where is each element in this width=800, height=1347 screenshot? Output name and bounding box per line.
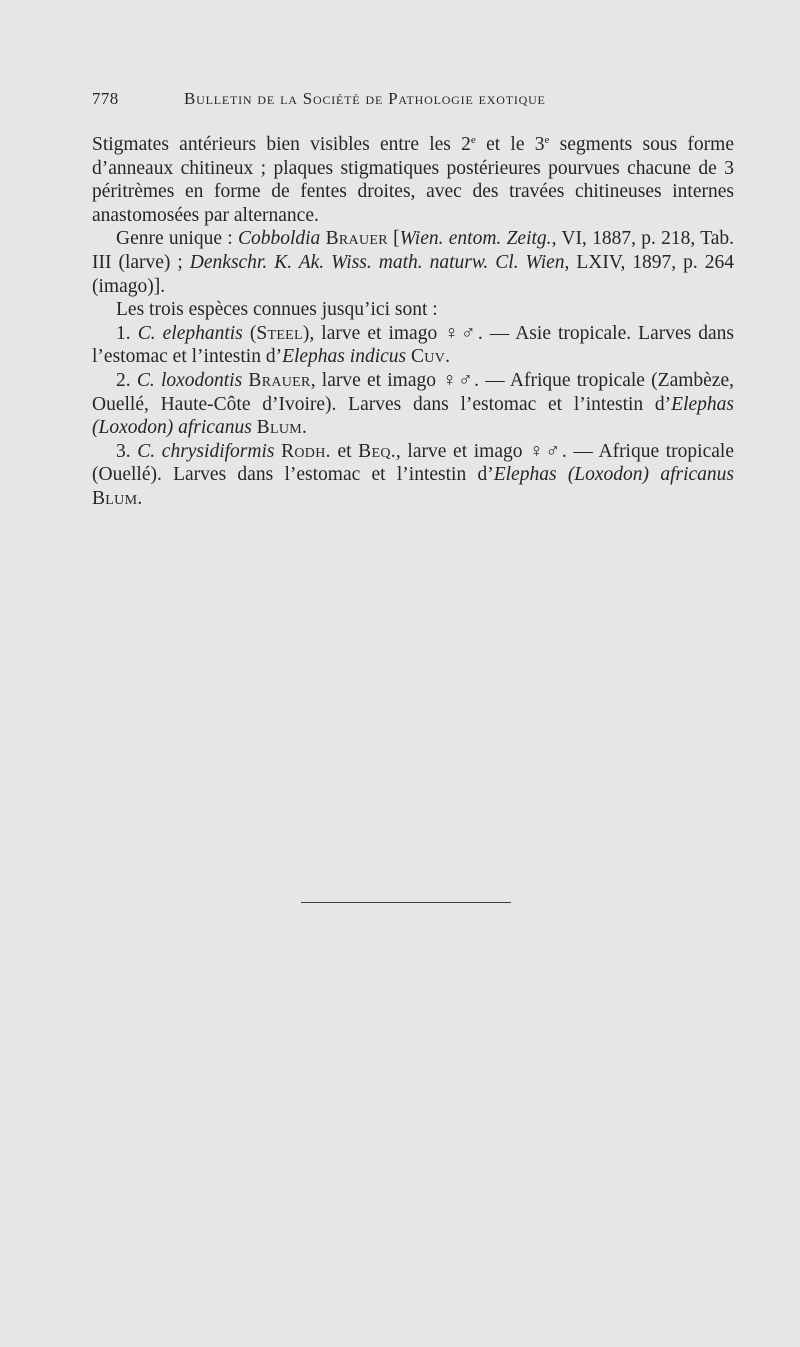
paragraph-genre: Genre unique : Cobboldia Brauer [Wien. entom. Zeitg., VI, 1887, p. 218, Tab. III (larve) ; Denkschr. K. Ak. Wiss. math. naturw. Cl. Wien, LXIV, 1897, p. 264 (imago)]. bbox=[92, 228, 735, 297]
species-loxodontis: 2. C. loxodontis Brauer, larve et imago ♀♂. — Afrique tropicale (Zambèze, Ouellé, Haute-Côte d’Ivoire). Larves dans l’estomac et l’intestin d’Elephas (Loxodon) africanus Blum. bbox=[92, 369, 734, 439]
body-text bbox=[92, 133, 734, 511]
reference-denkschr: Denkschr. K. Ak. Wiss. math. naturw. Cl. Wien bbox=[189, 251, 565, 273]
species-elephantis: 1. C. elephantis (Steel), larve et imago ♀♂. — Asie tropicale. Larves dans l’estomac et l’intestin d’Elephas indicus Cuv. bbox=[92, 322, 734, 368]
page-number: 778 bbox=[92, 89, 119, 108]
species-chrysidiformis: 3. C. chrysidiformis Rodh. et Beq., larve et imago ♀♂. — Afrique tropicale (Ouellé). Larves dans l’estomac et l’intestin d’Elephas (Loxodon) africanus Blum. bbox=[92, 440, 734, 509]
reference-wien: Wien. entom. Zeitg. bbox=[399, 228, 552, 250]
genus-author: Brauer bbox=[325, 228, 388, 250]
journal-title: Bulletin de la Société de Pathologie exotique bbox=[184, 89, 546, 108]
section-divider bbox=[301, 902, 511, 903]
genus-name: Cobboldia bbox=[237, 228, 321, 250]
paragraph-especes: Les trois espèces connues jusqu’ici sont : bbox=[116, 299, 438, 321]
paragraph-stigmates: Stigmates antérieurs bien visibles entre les 2e et le 3e segments sous forme d’anneaux chitineux ; plaques stigmatiques postérieures pourvues chacune de 3 péritrèmes en forme de fentes droites, avec des travées chitineuses internes anastomosées par alternance. bbox=[92, 134, 734, 226]
